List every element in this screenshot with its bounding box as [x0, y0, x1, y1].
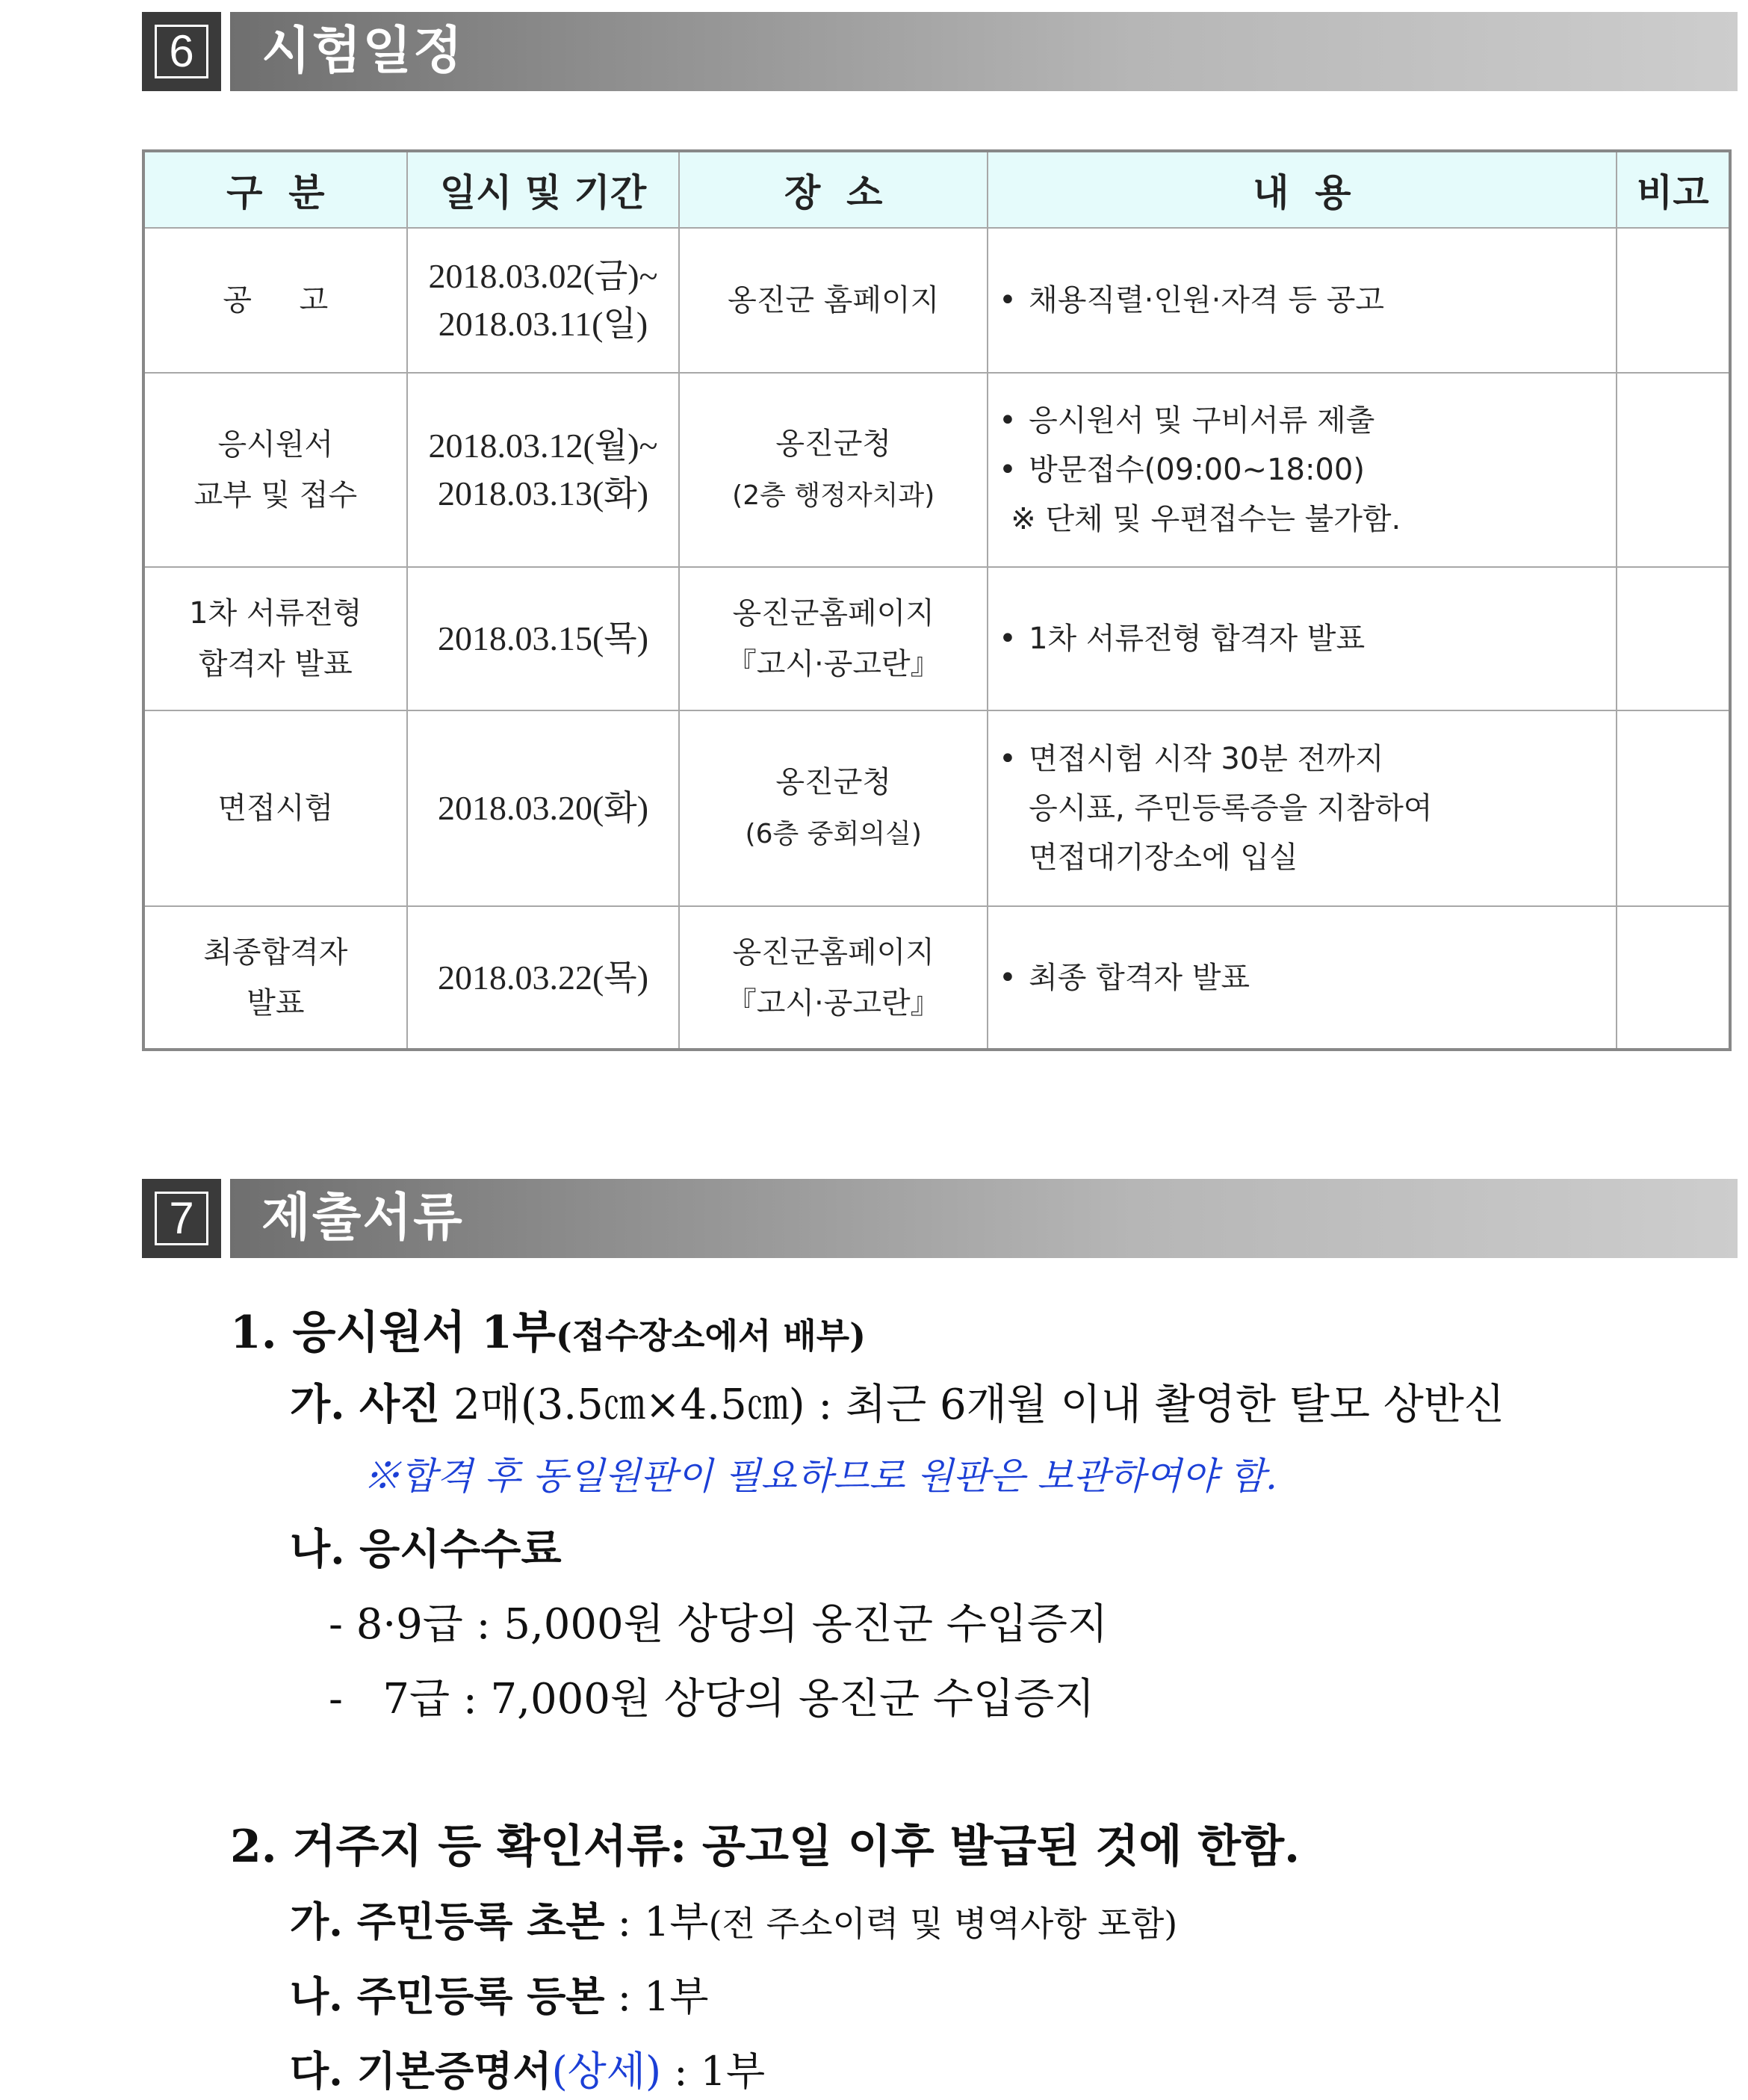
col-header-location: 장 소: [679, 151, 988, 228]
date-cell: [407, 228, 680, 373]
category-cell: [143, 228, 407, 373]
location-text: (2층 행정자치과): [732, 480, 935, 511]
location-text: 옹진군청: [775, 427, 891, 461]
doc-item-1a: [290, 1372, 1504, 1431]
location-cell: [679, 567, 988, 710]
doc-item-2a: [290, 1890, 1177, 1948]
date-text: 2018.03.15(목): [437, 619, 649, 657]
doc-sub-label: 가. 사진: [290, 1380, 441, 1429]
content-cell: [988, 373, 1617, 567]
date-cell: [407, 373, 680, 567]
content-bullet: • 응시원서 및 구비서류 제출: [993, 396, 1616, 445]
doc-item-1b: [290, 1517, 562, 1576]
doc-sub-value: : 1부: [661, 2048, 766, 2095]
section-number: 6: [155, 25, 208, 78]
doc-item-2c: [290, 2039, 765, 2097]
photo-note: ※합격 후 동일원판이 필요하므로 원판은 보관하여야 함.: [363, 1455, 1277, 1498]
date-text: 2018.03.20(화): [437, 789, 649, 827]
section-7-header: [142, 1179, 1738, 1258]
doc-sub-note: (전 주소이력 및 병역사항 포함): [708, 1904, 1178, 1944]
date-text: 2018.03.22(목): [437, 958, 649, 997]
table-row: [143, 228, 1730, 373]
location-cell: [679, 373, 988, 567]
note-cell: [1617, 228, 1730, 373]
location-text: 옹진군청: [775, 765, 891, 799]
section-title-bar: [230, 12, 1738, 91]
table-row: [143, 710, 1730, 906]
content-bullet: • 채용직렬·인원·자격 등 공고: [993, 276, 1616, 325]
content-note: ※ 단체 및 우편접수는 불가함.: [1011, 502, 1401, 536]
note-cell: [1617, 906, 1730, 1050]
fee-line-7: - 7급 : 7,000원 상당의 옹진군 수입증지: [329, 1675, 1095, 1723]
category-cell: [143, 373, 407, 567]
content-cell: [988, 228, 1617, 373]
doc-item-2b: [290, 1965, 709, 2022]
doc-sub-value: : 1부: [604, 1973, 709, 2020]
date-text: 2018.03.13(화): [437, 474, 649, 512]
content-bullet: • 면접시험 시작 30분 전까지: [993, 734, 1616, 784]
content-cell: [988, 906, 1617, 1050]
detail-link[interactable]: (상세): [551, 2048, 662, 2095]
table-row: [143, 906, 1730, 1050]
date-text: 2018.03.11(일): [438, 305, 648, 343]
doc-item-1-heading: [230, 1297, 866, 1361]
doc-item-2-heading: 2. 거주지 등 확인서류: 공고일 이후 발급된 것에 한함.: [230, 1821, 1300, 1873]
note-cell: [1617, 373, 1730, 567]
table-row: [143, 567, 1730, 710]
doc-sub-value: 2매(3.5㎝×4.5㎝) : 최근 6개월 이내 촬영한 탈모 상반신: [453, 1381, 1504, 1429]
location-text: (6층 중회의실): [745, 819, 922, 849]
location-cell: [679, 906, 988, 1050]
category-cell: [143, 906, 407, 1050]
section-number-box: [142, 1179, 221, 1258]
note-cell: [1617, 710, 1730, 906]
location-cell: [679, 228, 988, 373]
category-text: 공 고: [223, 283, 329, 318]
location-text: 『고시·공고란』: [726, 985, 940, 1020]
col-header-content: 내 용: [988, 151, 1617, 228]
doc-sub-label: 나. 주민등록 등본: [290, 1972, 605, 2020]
section-title: 시험일정: [261, 22, 464, 81]
date-cell: [407, 906, 680, 1050]
location-text: 『고시·공고란』: [726, 647, 940, 681]
col-header-note: 비고: [1617, 151, 1730, 228]
doc-sub-label: 다. 기본증명서: [290, 2047, 552, 2095]
doc-sub-value: : 1부: [604, 1898, 709, 1945]
category-text: 교부 및 접수: [193, 478, 358, 512]
category-text: 응시원서: [217, 427, 334, 462]
fee-line-8-9: - 8·9급 : 5,000원 상당의 옹진군 수입증지: [329, 1600, 1109, 1649]
section-number-box: [142, 12, 221, 91]
location-text: 옹진군 홈페이지: [728, 283, 940, 318]
category-cell: [143, 567, 407, 710]
exam-schedule-table: [142, 149, 1732, 1051]
table-header-row: [143, 151, 1730, 228]
section-number: 7: [155, 1192, 208, 1245]
content-cell: [988, 567, 1617, 710]
note-cell: [1617, 567, 1730, 710]
category-text: 최종합격자: [203, 935, 348, 970]
location-text: 옹진군홈페이지: [732, 935, 935, 970]
section-title: 제출서류: [261, 1189, 464, 1248]
content-line: 응시표, 주민등록증을 지참하여: [1029, 791, 1433, 826]
content-line: 면접대기장소에 입실: [1029, 840, 1298, 875]
table-row: [143, 373, 1730, 567]
content-bullet: • 최종 합격자 발표: [993, 953, 1616, 1003]
date-text: 2018.03.02(금)~: [428, 257, 658, 295]
date-text: 2018.03.12(월)~: [428, 427, 658, 465]
category-text: 발표: [247, 985, 305, 1020]
category-text: 합격자 발표: [198, 647, 353, 681]
doc-item-title: 1. 응시원서 1부: [230, 1307, 556, 1359]
category-cell: [143, 710, 407, 906]
date-cell: [407, 710, 680, 906]
section-title-bar: [230, 1179, 1738, 1258]
location-cell: [679, 710, 988, 906]
doc-sub-label: 나. 응시수수료: [290, 1525, 562, 1574]
doc-item-subtitle: (접수장소에서 배부): [555, 1316, 867, 1356]
category-text: 1차 서류전형: [189, 596, 362, 631]
content-bullet: • 1차 서류전형 합격자 발표: [993, 614, 1616, 663]
section-6-header: [142, 12, 1738, 91]
content-cell: [988, 710, 1617, 906]
col-header-category: 구 분: [143, 151, 407, 228]
doc-sub-label: 가. 주민등록 초본: [290, 1898, 605, 1945]
date-cell: [407, 567, 680, 710]
content-bullet: • 방문접수(09:00~18:00): [993, 445, 1616, 495]
category-text: 면접시험: [217, 791, 334, 826]
location-text: 옹진군홈페이지: [732, 596, 935, 631]
col-header-date: 일시 및 기간: [407, 151, 680, 228]
